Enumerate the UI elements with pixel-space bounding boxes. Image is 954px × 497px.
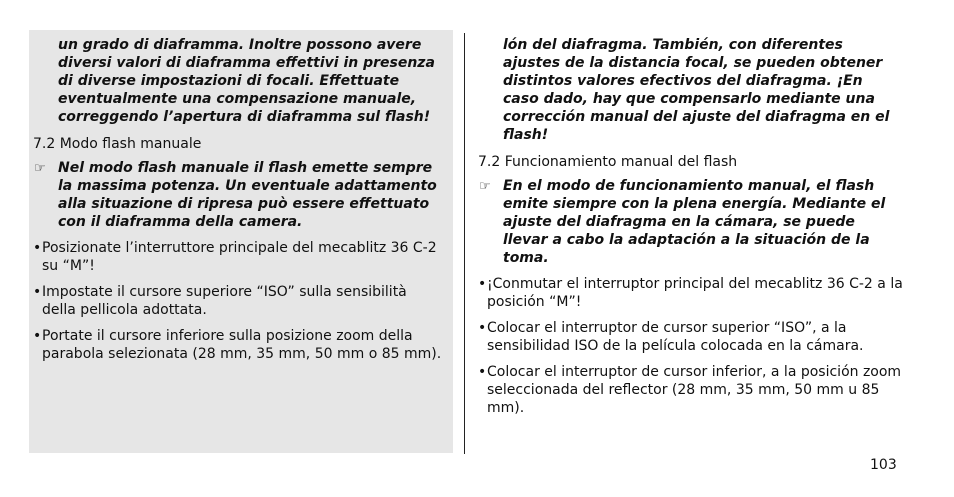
spanish-section-heading: 7.2 Funcionamiento manual del flash (478, 154, 738, 170)
spanish-note (478, 177, 903, 267)
italian-column (29, 30, 453, 453)
list-item: • Colocar el interruptor de cursor inferior, a la posición zoom seleccionada del reflector (28 mm, 35 mm, 50 mm u 85 mm). (478, 364, 902, 416)
bullet-icon: • (33, 240, 42, 256)
pointing-hand-icon: ☞ (479, 179, 491, 194)
italian-intro: un grado di diaframma. Inoltre possono avere diversi valori di diaframma effettivi in presenza di diverse impostazioni di focali. Effettuate eventualmente una compensazione manuale, correggendo l’apertura di diaframma sul flash! (58, 37, 435, 125)
column-divider (464, 33, 465, 454)
spanish-column (478, 36, 903, 425)
italian-section-heading: 7.2 Modo flash manuale (33, 136, 202, 152)
bullet-icon: • (33, 284, 42, 300)
italian-note-text: Nel modo flash manuale il flash emette sempre la massima potenza. Un eventuale adattamento alla situazione di ripresa può essere effettuato con il diaframma della camera. (58, 160, 437, 230)
bullet-icon: • (33, 328, 42, 344)
list-item: • Impostate il cursore superiore “ISO” sulla sensibilità della pellicola adottata. (33, 284, 407, 318)
spanish-intro: lón del diafragma. También, con diferentes ajustes de la distancia focal, se pueden obtener distintos valores efectivos del diafragma. ¡En caso dado, hay que compensarlo mediante una corrección manual del ajuste del diafragma en el flash! (503, 37, 890, 143)
pointing-hand-icon: ☞ (34, 161, 46, 176)
bullet-icon: • (478, 320, 487, 336)
list-item: • Portate il cursore inferiore sulla posizione zoom della parabola selezionata (28 mm, 35 mm, 50 mm o 85 mm). (33, 328, 442, 362)
list-item: • ¡Conmutar el interruptor principal del mecablitz 36 C-2 a la posición “M”! (478, 276, 903, 310)
list-item: • Posizionate l’interruttore principale del mecablitz 36 C-2 su “M”! (33, 240, 437, 274)
bullet-icon: • (478, 364, 487, 380)
italian-note (33, 159, 445, 231)
spanish-note-text: En el modo de funcionamiento manual, el flash emite siempre con la plena energía. Mediante el ajuste del diafragma en la cámara, se puede llevar a cabo la adaptación a la situación de la toma. (503, 178, 886, 266)
page-number: 103 (870, 457, 897, 473)
list-item: • Colocar el interruptor de cursor superior “ISO”, a la sensibilidad ISO de la película colocada en la cámara. (478, 320, 864, 354)
bullet-icon: • (478, 276, 487, 292)
